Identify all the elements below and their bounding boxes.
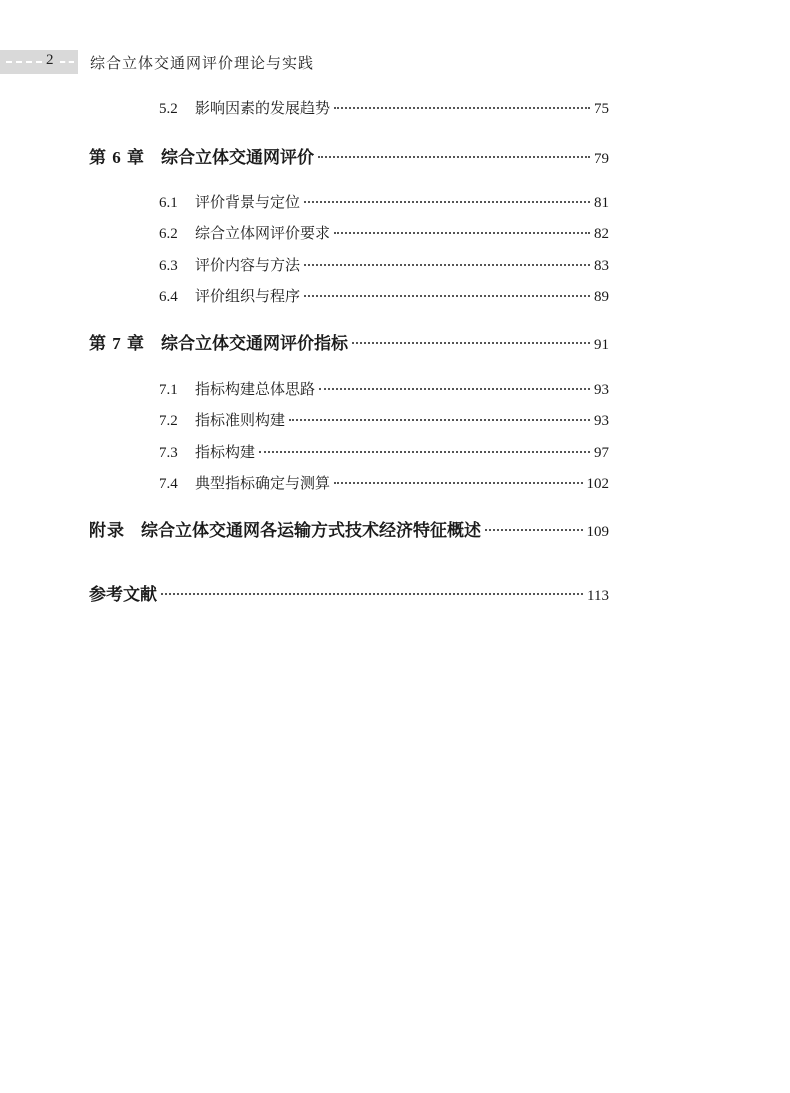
dot-leader: [334, 232, 590, 234]
dot-leader: [304, 201, 590, 203]
section-number: 6.3: [159, 258, 178, 274]
section-number: 6.2: [159, 226, 178, 242]
toc-entry-6-2[interactable]: [159, 222, 609, 244]
appendix-label: 附录: [89, 521, 125, 540]
page-ref: 102: [586, 476, 609, 492]
dot-leader: [259, 451, 590, 453]
dot-leader: [334, 482, 582, 484]
chapter-number: 第 6 章: [89, 148, 145, 167]
page-ref: 109: [586, 524, 609, 540]
page-ref: 93: [594, 382, 609, 398]
page-ref: 91: [594, 337, 609, 353]
references-title: 参考文献: [89, 585, 157, 605]
dot-leader: [319, 388, 590, 390]
dot-leader: [304, 295, 590, 297]
toc-entry-7-4[interactable]: [159, 472, 609, 494]
page-number-tab: [0, 50, 78, 74]
dot-leader: [485, 529, 583, 531]
section-title: 评价背景与定位: [195, 193, 301, 211]
section-title: 典型指标确定与测算: [195, 474, 331, 492]
section-title: 指标构建: [195, 443, 256, 461]
appendix-title: 综合立体交通网各运输方式技术经济特征概述: [141, 521, 481, 541]
section-number: 6.1: [159, 195, 178, 211]
page-ref: 83: [594, 258, 609, 274]
running-title: 综合立体交通网评价理论与实践: [90, 54, 315, 72]
section-title: 指标构建总体思路: [195, 380, 316, 398]
page-ref: 89: [594, 289, 609, 305]
section-number: 7.2: [159, 413, 178, 429]
page-number: 2: [46, 52, 54, 68]
chapter-number: 第 7 章: [89, 334, 145, 353]
section-title: 影响因素的发展趋势: [195, 99, 331, 117]
toc-entry-references[interactable]: [89, 580, 609, 604]
toc-entry-7-2[interactable]: [159, 409, 609, 431]
toc-entry-6-1[interactable]: [159, 191, 609, 213]
section-title: 综合立体网评价要求: [195, 224, 331, 242]
toc-entry-7-1[interactable]: [159, 378, 609, 400]
tab-dash-decoration: [6, 61, 42, 63]
chapter-title: 综合立体交通网评价: [161, 148, 314, 168]
toc-entry-chapter-6[interactable]: [89, 143, 609, 167]
toc-entry-appendix[interactable]: [89, 516, 609, 540]
dot-leader: [334, 107, 590, 109]
page-ref: 93: [594, 413, 609, 429]
page-ref: 82: [594, 226, 609, 242]
page-ref: 97: [594, 445, 609, 461]
section-number: 7.4: [159, 476, 178, 492]
section-number: 5.2: [159, 101, 178, 117]
page-header: [0, 50, 790, 74]
toc-entry-5-2[interactable]: [159, 97, 609, 119]
dot-leader: [318, 156, 590, 158]
page-ref: 75: [594, 101, 609, 117]
tab-dash-decoration: [60, 61, 74, 63]
toc-entry-7-3[interactable]: [159, 441, 609, 463]
section-title: 评价组织与程序: [195, 287, 301, 305]
page-ref: 81: [594, 195, 609, 211]
page-ref: 113: [587, 588, 609, 604]
page-ref: 79: [594, 151, 609, 167]
section-number: 7.1: [159, 382, 178, 398]
section-title: 指标准则构建: [195, 411, 286, 429]
dot-leader: [289, 419, 590, 421]
toc-entry-6-4[interactable]: [159, 285, 609, 307]
section-number: 7.3: [159, 445, 178, 461]
dot-leader: [161, 593, 583, 595]
section-number: 6.4: [159, 289, 178, 305]
dot-leader: [352, 342, 590, 344]
section-title: 评价内容与方法: [195, 256, 301, 274]
toc-entry-chapter-7[interactable]: [89, 329, 609, 353]
toc-entry-6-3[interactable]: [159, 254, 609, 276]
dot-leader: [304, 264, 590, 266]
chapter-title: 综合立体交通网评价指标: [161, 334, 348, 354]
